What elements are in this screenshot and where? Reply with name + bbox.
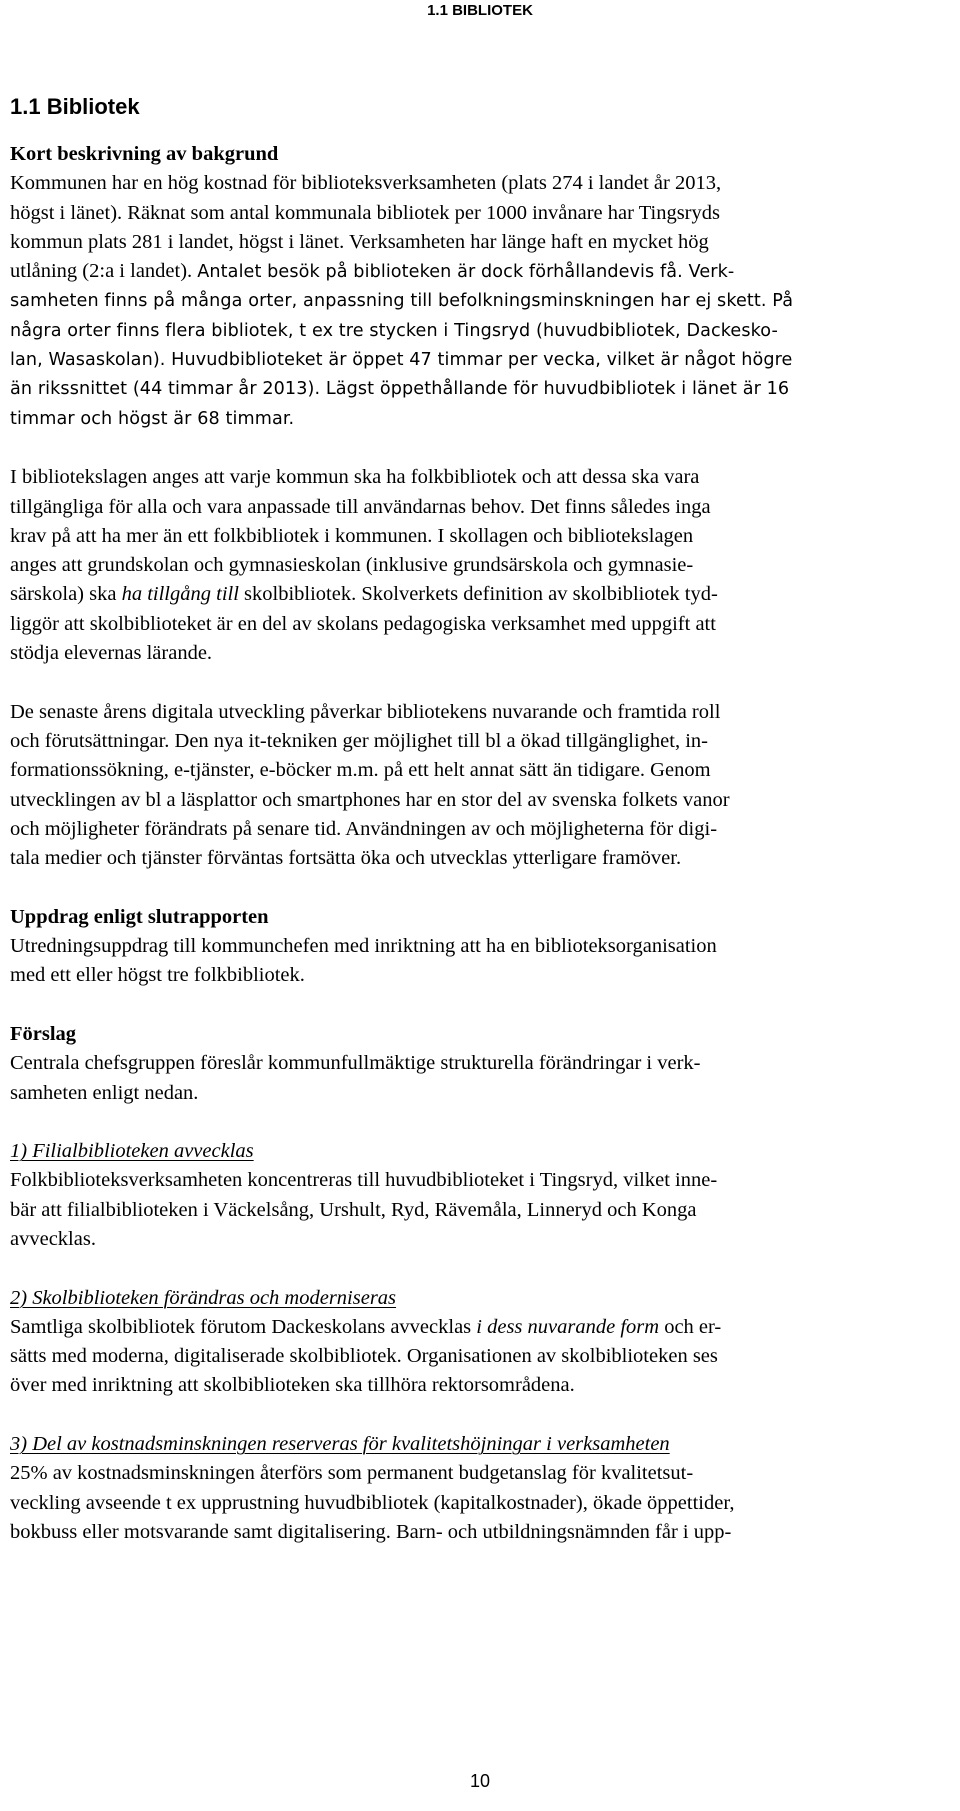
text-line: några orter finns flera bibliotek, t ex tre stycken i Tingsryd (huvudbibliotek, Dackesko-: [10, 320, 778, 341]
section-heading-assignment: Uppdrag enligt slutrapporten: [10, 905, 269, 928]
text-line: utvecklingen av bl a läsplattor och smartphones har en stor del av svenska folkets vanor: [10, 788, 730, 811]
digital-development-paragraph: [10, 698, 940, 874]
running-header: 1.1 BIBLIOTEK: [427, 2, 533, 19]
text-line: sätts med moderna, digitaliserade skolbibliotek. Organisationen av skolbiblioteken ses: [10, 1345, 718, 1368]
text-line: De senaste årens digitala utveckling påverkar bibliotekens nuvarande och framtida roll: [10, 700, 721, 723]
text-span-sans: Antalet besök på biblioteken är dock förhållandevis få. Verk-: [197, 262, 735, 283]
section-heading-proposal: Förslag: [10, 1022, 77, 1045]
text-line: med ett eller högst tre folkbibliotek.: [10, 964, 305, 987]
background-paragraph: [10, 140, 940, 434]
text-line: stödja elevernas lärande.: [10, 642, 213, 665]
text-line: I bibliotekslagen anges att varje kommun ska ha folkbibliotek och att dessa ska vara: [10, 466, 700, 489]
text-line: samheten finns på många orter, anpassning till befolkningsminskningen har ej skett. På: [10, 291, 794, 312]
proposal-2-paragraph: [10, 1284, 940, 1401]
text-span: särskola) ska: [10, 583, 122, 606]
text-line: lan, Wasaskolan). Huvudbiblioteket är öppet 47 timmar per vecka, vilket är något högre: [10, 350, 793, 371]
text-line: timmar och högst är 68 timmar.: [10, 408, 295, 429]
text-line: och förutsättningar. Den nya it-tekniken ger möjlighet till bl a ökad tillgänglighet, in-: [10, 729, 708, 752]
proposal-paragraph: [10, 1020, 940, 1108]
text-span: och er-: [659, 1315, 722, 1338]
assignment-paragraph: [10, 903, 940, 991]
text-line: formationssökning, e-tjänster, e-böcker m.m. på ett helt annat sätt än tidigare. Genom: [10, 759, 711, 782]
proposal-1-paragraph: [10, 1137, 940, 1254]
text-line-mixed: [10, 1313, 940, 1342]
proposal-1-heading: 1) Filialbiblioteken avvecklas: [10, 1140, 254, 1163]
text-line: 25% av kostnadsminskningen återförs som permanent budgetanslag för kvalitetsut-: [10, 1462, 694, 1485]
text-line: högst i länet). Räknat som antal kommunala bibliotek per 1000 invånare har Tingsryds: [10, 201, 720, 224]
page-number: 10: [469, 1771, 491, 1791]
body-content: [10, 140, 940, 1577]
text-line: tillgängliga för alla och vara anpassade till användarnas behov. Det finns således inga: [10, 495, 711, 518]
text-line: bär att filialbiblioteken i Väckelsång, Urshult, Ryd, Rävemåla, Linneryd och Konga: [10, 1198, 697, 1221]
text-line-mixed: [10, 257, 940, 287]
text-line: kommun plats 281 i landet, högst i länet. Verksamheten har länge haft en mycket hög: [10, 230, 709, 253]
text-line: Kommunen har en hög kostnad för biblioteksverksamheten (plats 274 i landet år 2013,: [10, 172, 722, 195]
text-line: samheten enligt nedan.: [10, 1081, 199, 1104]
text-line: Folkbiblioteksverksamheten koncentreras till huvudbiblioteket i Tingsryd, vilket inne-: [10, 1169, 718, 1192]
text-line: Centrala chefsgruppen föreslår kommunfullmäktige strukturella förändringar i verk-: [10, 1052, 701, 1075]
text-line: krav på att ha mer än ett folkbibliotek i kommunen. I skollagen och bibliotekslagen: [10, 524, 694, 547]
proposal-3-paragraph: [10, 1430, 940, 1547]
library-law-paragraph: [10, 463, 940, 668]
text-line: och möjligheter förändrats på senare tid. Användningen av och möjligheterna för digi-: [10, 817, 718, 840]
text-line: tala medier och tjänster förväntas fortsätta öka och utvecklas ytterligare framöver.: [10, 847, 682, 870]
text-line: veckling avseende t ex upprustning huvudbibliotek (kapitalkostnader), ökade öppettider,: [10, 1491, 735, 1514]
chapter-title: 1.1 Bibliotek: [10, 94, 140, 119]
text-span-italic: ha tillgång till: [121, 583, 239, 606]
text-line: bokbuss eller motsvarande samt digitalisering. Barn- och utbildningsnämnden får i upp-: [10, 1520, 732, 1543]
text-line-mixed: [10, 580, 940, 609]
text-span: Samtliga skolbibliotek förutom Dackeskolans avvecklas: [10, 1315, 477, 1338]
text-line: över med inriktning att skolbiblioteken ska tillhöra rektorsområdena.: [10, 1374, 575, 1397]
text-line: anges att grundskolan och gymnasieskolan (inklusive grundsärskola och gymnasie-: [10, 554, 694, 577]
text-span-italic: i dess nuvarande form: [476, 1315, 660, 1338]
proposal-2-heading: 2) Skolbiblioteken förändras och moderniseras: [10, 1286, 397, 1309]
text-line: än rikssnittet (44 timmar år 2013). Lägst öppethållande för huvudbibliotek i länet är 16: [10, 379, 790, 400]
text-line: liggör att skolbiblioteket är en del av skolans pedagogiska verksamhet med uppgift att: [10, 612, 716, 635]
proposal-3-heading: 3) Del av kostnadsminskningen reserveras för kvalitetshöjningar i verksamheten: [10, 1433, 670, 1456]
section-heading-background: Kort beskrivning av bakgrund: [10, 143, 279, 165]
text-span: skolbibliotek. Skolverkets definition av skolbibliotek tyd-: [238, 583, 718, 606]
text-span: utlåning (2:a i landet).: [10, 260, 198, 283]
text-line: Utredningsuppdrag till kommunchefen med inriktning att ha en biblioteksorganisation: [10, 935, 717, 958]
text-line: avvecklas.: [10, 1227, 96, 1250]
